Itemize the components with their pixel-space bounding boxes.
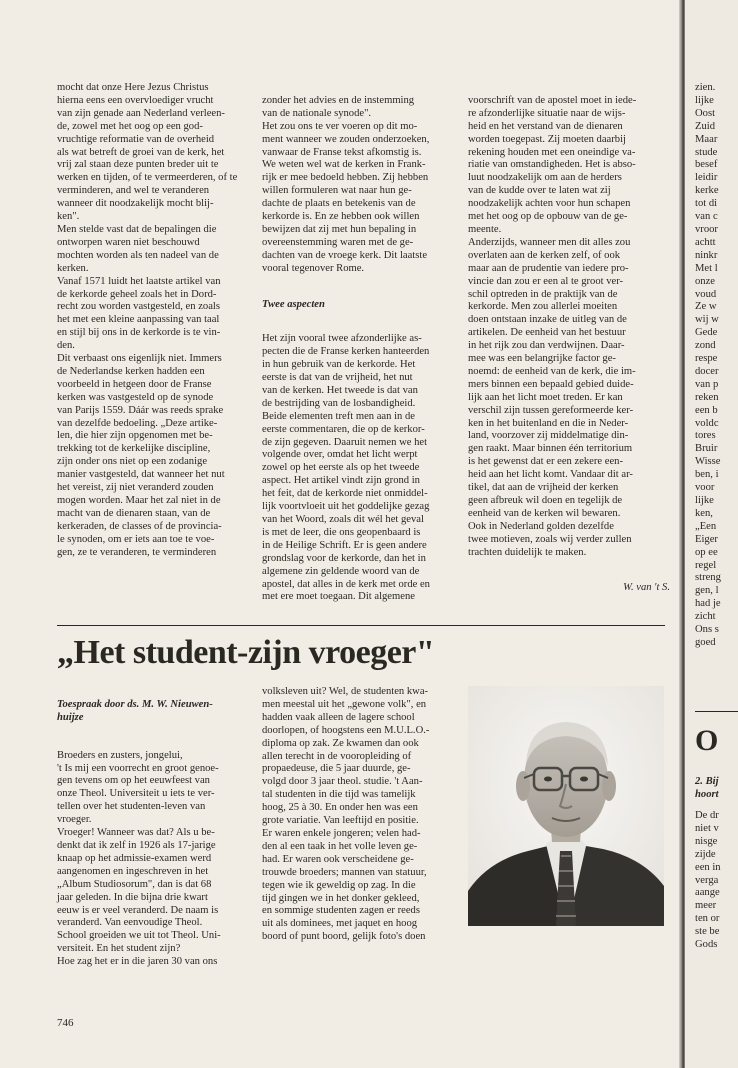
article-column-3-text: voorschrift van de apostel moet in iede- re afzonderlijke situatie naar de wijs- heid en het verstand van de dienaren worden toegepast. Zij moeten daarbij rekening houden met een oneindige va- riatie van omstandigheden. Het is abso- luut noodzakelijk om aan de herders van de kudde over te laten wat zij noodzakelijk achten voor hun schapen met het oog op de opbouw van de ge- meente. Anderzijds, wanneer men dit alles zou overlaten aan de kerken zelf, of ook maar aan de prudentie van iedere pro- vincie dan zou er een al te groot ver- schil optreden in de praktijk van de kerkorde. Men zou allerlei moeiten doen ontstaan inzake de uitleg van de artikelen. De eenheid van het bestuur in het rijk zou dan verdwijnen. Daar- mee was een belangrijke factor ge- noemd: de eenheid van de kerk, die im- mers binnen een bepaald gebied duide- lijk aan het licht moet treden. Er kan verschil zijn tussen gereformeerde ker- ken in het buitenland en die in Neder- land, voorzover zij middelmatige din- gen raakt. Maar binnen één territorium is het gewenst dat er een zekere een- heid aan het licht komt. Vandaar dit ar- tikel, dat aan de vrijheid der kerken geen afbreuk wil doen en tegelijk de eenheid van de kerken wil bewaren. Ook in Nederland golden dezelfde twee motieven, zoals wij verder zullen trachten duidelijk te maken. (468, 94, 637, 558)
facing-page-divider (695, 711, 738, 712)
article-column-1: mocht dat onze Here Jezus Christus hierna eens een overvloediger vrucht van zijn genade aan Nederland verleen- de, zowel met het oog op een god- vruchtige reformatie van de overheid als wat betreft de groei van de kerk, het vrij zal staan deze punten breder uit te werken en tijden, of te vermeerderen, of te verminderen, and wel te veranderen wanneer dit noodzakelijk mocht blij- ken". Men stelde vast dat de bepalingen die ontworpen waren niet beschouwd mochten worden als ten nadeel van de kerken. Vanaf 1571 luidt het laatste artikel van de kerkorde geheel zoals het in Dord- recht zou worden vastgesteld, en zoals het met een kleine aanpassing van taal en stijl bij ons in de kerkorde is te vin- den. Dit verbaast ons eigenlijk niet. Immers de Nederlandse kerken hadden een voorbeeld in hetgeen door de Franse kerken was vastgesteld op de synode van Parijs 1559. Dáár was reeds sprake van dezelfde bedoeling. „Deze artike- len, die hier zijn opgenomen met be- trekking tot de kerkelijke discipline, zijn onder ons niet op een zodanige manier vastgesteld, dat wanneer het nut het vereist, zij niet veranderd zouden mogen worden. Maar het zal niet in de macht van de dienaren staan, van de kerkeraden, de classes of de provincia- le synoden, om er iets aan toe te voe- gen, ze te veranderen, te verminderen (57, 82, 238, 558)
section-divider (57, 625, 665, 626)
subheading-twee-aspecten: Twee aspecten (262, 298, 325, 310)
facing-page (685, 0, 738, 1068)
facing-page-text-lower: De dr niet v nisge zijde een in verga aange meer ten or ste be Gods (695, 810, 721, 951)
article-column-2-text: zonder het advies en de instemming van de nationale synode". Het zou ons te ver voeren op dit mo- ment wanneer we zouden onderzoeken, vanwaar de Franse tekst afkomstig is. We weten wel wat de kerken in Frank- rijk er mee bedoeld hebben. Zij hebben willen formuleren wat naar hun ge- dachte de plaats en betekenis van de kerkorde is. En ze hebben ook willen bewijzen dat zij met hun bepaling in overeenstemming waren met de ge- dachten van de vroege kerk. Dit laatste vooral tegenover Rome. (262, 94, 430, 274)
facing-page-subheading: 2. Bij hoort (695, 776, 719, 800)
article-column-3 (468, 82, 670, 619)
article-column-2-text-continued: Het zijn vooral twee afzonderlijke as- pecten die de Franse kerken hanteerden in hun gebruik van de kerkorde. Het eerste is dat van de vrijheid, het nut van de kerken. Het tweede is dat van de bestrijding van de losbandigheid. Beide elementen treft men aan in de eerste commentaren, die op de kerkor- de zijn gegeven. Daaruit nemen we het volgende over, omdat het licht werpt zowel op het eerste als op het tweede aspect. Het artikel vindt zijn grond in het feit, dat de kerkorde niet onmiddel- lijk voortvloeit uit het goddelijke gezag van het Woord, zoals dit wél het geval is met de leer, die ons geopenbaard is in de Heilige Schrift. Er is geen andere grondslag voor de kerkorde, dan het in algemene zin geldende woord van de apostel, dat alles in de kerk met orde en met ere moet toegaan. Dit algemene (262, 333, 430, 603)
portrait-photo (468, 686, 664, 926)
article-column-2 (262, 82, 462, 617)
author-signature: W. van 't S. (623, 582, 670, 594)
speech-column-2: volksleven uit? Wel, de studenten kwa- men meestal uit het „gewone volk", en hadden vaak alleen de lagere school doorlopen, of hoogstens een M.U.L.O.- diploma op zak. Ze kwamen dan ook allen terecht in de vooropleiding of propaedeuse, die 5 jaar duurde, ge- volgd door 3 jaar theol. studie. 't Aan- tal studenten in die tijd was tamelijk hoog, 25 à 30. En onder hen was een grote variatie. Van leeftijd en positie. Er waren enkele jongeren; velen had- den al een taak in het volle leven ge- had. Er waren ook verscheidene ge- trouwde broeders; mannen van statuur, tegen wie ik geweldig op zag. In die tijd gingen we in het donker gekleed, en sommige studenten zagen er reeds uit als dominees, met jaquet en hoog boord of punt boord, gelijk foto's doen (262, 686, 430, 943)
article-headline: „Het student-zijn vroeger" (57, 634, 435, 671)
facing-page-heading: O (695, 724, 719, 757)
page-number: 746 (57, 1017, 74, 1029)
speech-column-1-text: Broeders en zusters, jongelui, 't Is mij een voorrecht en groot genoe- gen tevens om op het eeuwfeest van onze Theol. Universiteit u iets te ver- tellen over het studenten-leven van vroeger. Vroeger! Wanneer was dat? Als u be- denkt dat ik zelf in 1926 als 17-jarige knaap op het admissie-examen werd aangenomen en ingeschreven in het „Album Studiosorum", dan is dat 68 jaar geleden. In die bijna drie kwart eeuw is er veel veranderd. De naam is veranderd. Van eenvoudige Theol. School groeiden we uit tot Theol. Uni- versiteit. En het student zijn? Hoe zag het er in die jaren 30 van ons (57, 749, 221, 968)
portrait-illustration (468, 686, 664, 926)
facing-page-text: zien. lijke Oost Zuid Maar stude besef leidir kerke tot di van c vroor achtt ninkr Met l onze voud Ze w wij w Gede zond respe docer van p reken een b voldc tores Bruir Wisse ben, i voor lijke ken, „Een Eiger op ee regel streng gen, l had je zicht Ons s goed (695, 82, 721, 648)
speech-column-1 (57, 686, 257, 982)
byline: Toespraak door ds. M. W. Nieuwen- huijze (57, 698, 213, 723)
